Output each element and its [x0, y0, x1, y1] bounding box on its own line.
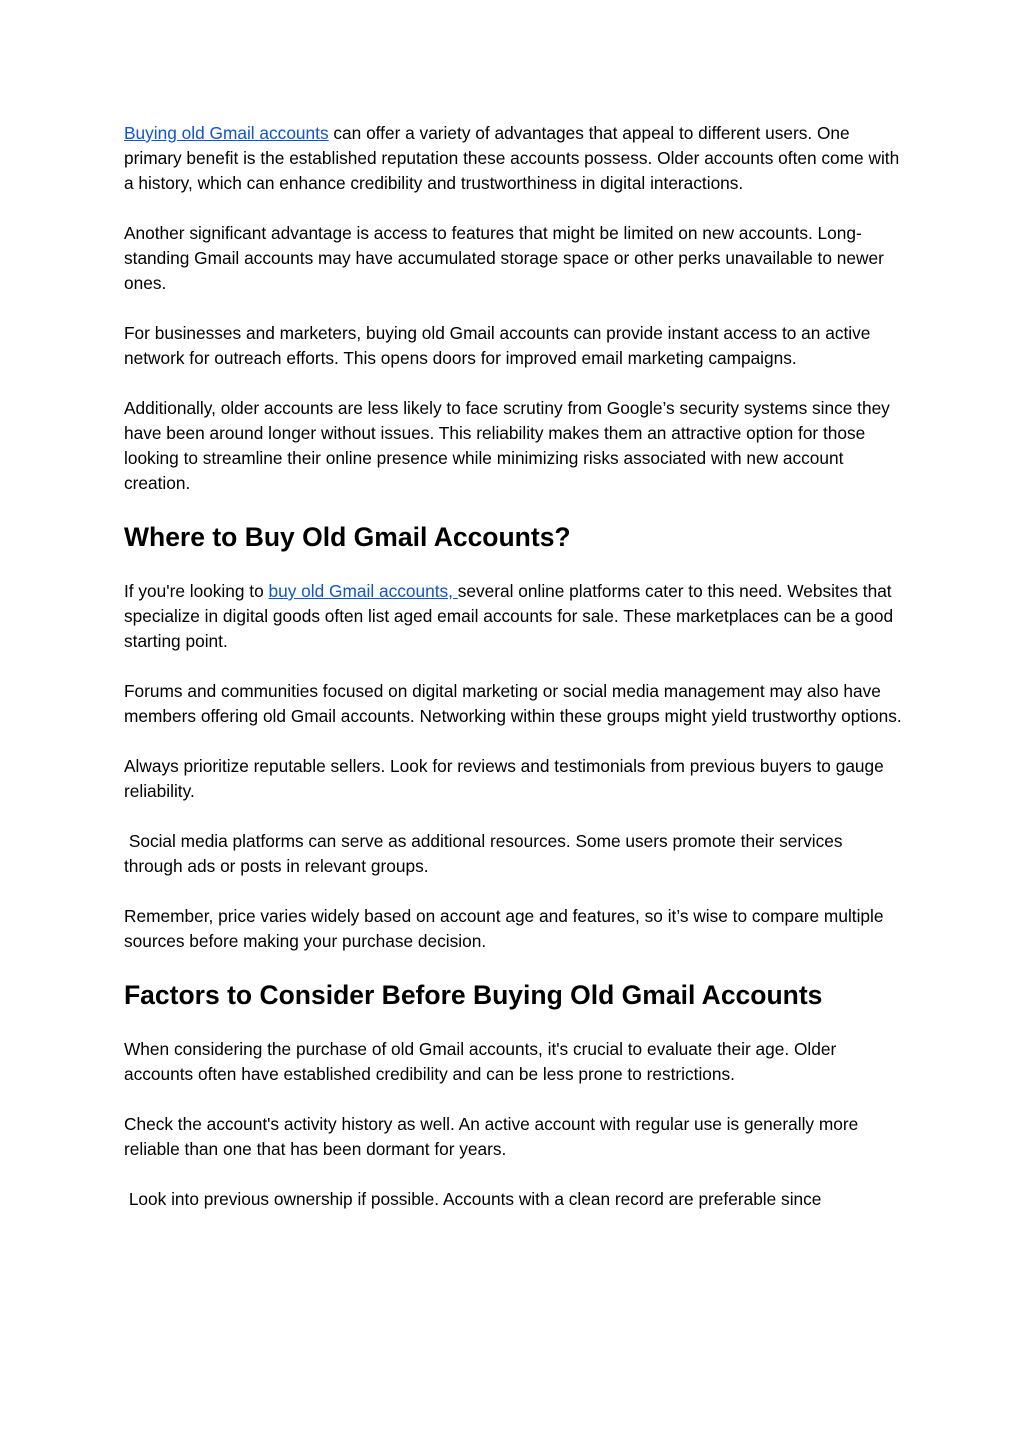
- where-to-buy-heading: Where to Buy Old Gmail Accounts?: [124, 522, 571, 552]
- intro-paragraph-1-text: can offer a variety of advantages that appeal to different users. One primary benefit is the established reputation these accounts possess. Older accounts often come with a history, which can enhance credibility and trustworthiness in digital interactions.: [124, 123, 900, 193]
- where-paragraph-5: Remember, price varies widely based on account age and features, so it’s wise to compare multiple sources before making your purchase decision.: [124, 906, 884, 951]
- where-paragraph-4: Social media platforms can serve as additional resources. Some users promote their services through ads or posts in relevant groups.: [124, 831, 848, 876]
- where-paragraph-2: Forums and communities focused on digital marketing or social media management may also have members offering old Gmail accounts. Networking within these groups might yield trustworthy options.: [124, 681, 902, 726]
- buying-old-gmail-link[interactable]: Buying old Gmail accounts: [124, 123, 329, 143]
- where-paragraph-1: [124, 579, 904, 654]
- where-paragraph-1-before: If you're looking to: [124, 581, 269, 601]
- document-page: [124, 121, 904, 1237]
- intro-paragraph-1: [124, 121, 904, 196]
- factors-paragraph-1: When considering the purchase of old Gmail accounts, it's crucial to evaluate their age. Older accounts often have established credibility and can be less prone to restrictions.: [124, 1039, 837, 1084]
- where-paragraph-1-after: several online platforms cater to this need. Websites that specialize in digital goods often list aged email accounts for sale. These marketplaces can be a good starting point.: [124, 581, 894, 651]
- factors-paragraph-2: Check the account's activity history as well. An active account with regular use is generally more reliable than one that has been dormant for years.: [124, 1114, 859, 1159]
- factors-paragraph-3: Look into previous ownership if possible. Accounts with a clean record are preferable since: [124, 1189, 822, 1209]
- intro-paragraph-4: Additionally, older accounts are less likely to face scrutiny from Google’s security systems since they have been around longer without issues. This reliability makes them an attractive option for those looking to streamline their online presence while minimizing risks associated with new account creation.: [124, 398, 890, 493]
- factors-heading: Factors to Consider Before Buying Old Gmail Accounts: [124, 980, 823, 1010]
- buy-old-gmail-link[interactable]: buy old Gmail accounts,: [268, 581, 458, 601]
- intro-paragraph-3: For businesses and marketers, buying old Gmail accounts can provide instant access to an active network for outreach efforts. This opens doors for improved email marketing campaigns.: [124, 323, 871, 368]
- where-paragraph-3: Always prioritize reputable sellers. Look for reviews and testimonials from previous buyers to gauge reliability.: [124, 756, 884, 801]
- intro-paragraph-2: Another significant advantage is access to features that might be limited on new accounts. Long-standing Gmail accounts may have accumulated storage space or other perks unavailable to newer ones.: [124, 223, 884, 293]
